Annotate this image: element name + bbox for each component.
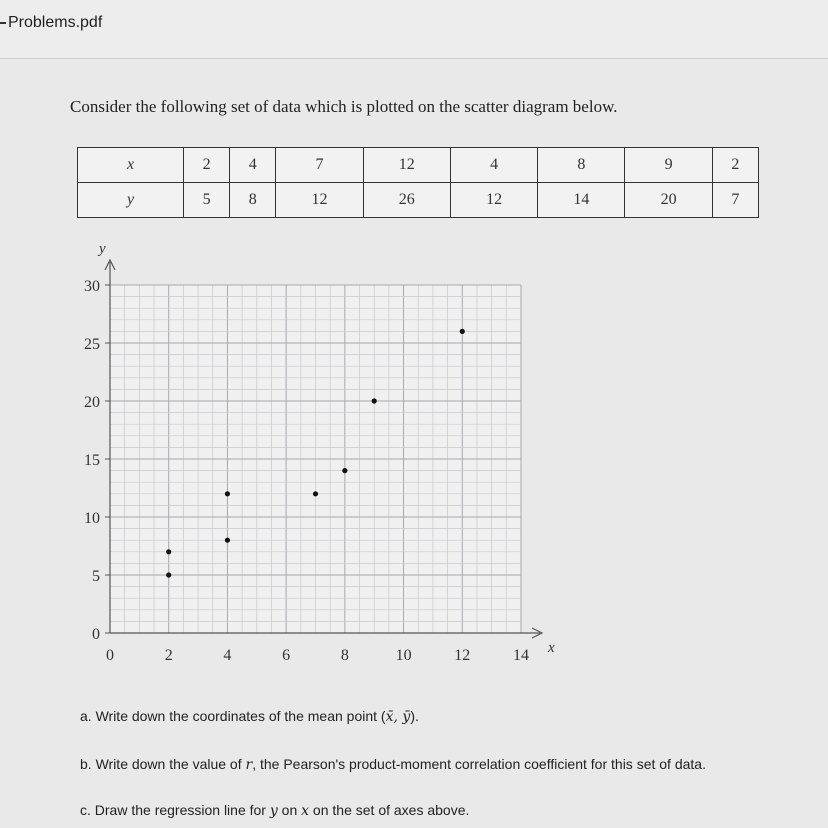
- question-c: c. Draw the regression line for y on x on the set of axes above.: [80, 802, 470, 819]
- x-cell: 12: [363, 148, 450, 183]
- y-cell: 7: [712, 183, 758, 218]
- data-point: [166, 549, 171, 554]
- x-cell: 2: [184, 148, 230, 183]
- y-cell: 8: [230, 183, 276, 218]
- data-point: [460, 329, 465, 334]
- mean-point-math: x̄, ȳ: [385, 709, 411, 725]
- r-math: r: [245, 757, 253, 773]
- y-axis-label: y: [99, 241, 106, 257]
- x-axis-label: x: [548, 640, 555, 656]
- y-tick-label: 20: [84, 394, 100, 411]
- document-title: Problems.pdf: [6, 14, 102, 32]
- question-a: a. Write down the coordinates of the mean point (x̄, ȳ).: [80, 708, 419, 725]
- data-point: [372, 398, 377, 403]
- y-tick-label: 5: [92, 568, 100, 585]
- y-tick-label: 0: [92, 626, 100, 643]
- data-point: [166, 572, 171, 577]
- x-tick-label: 6: [282, 647, 291, 664]
- x-cell: 4: [450, 148, 537, 183]
- x-math: x: [301, 803, 310, 819]
- x-tick-label: 4: [223, 647, 232, 664]
- y-cell: 5: [184, 183, 230, 218]
- y-tick-label: 25: [84, 336, 100, 353]
- x-cell: 7: [276, 148, 363, 183]
- problem-intro: Consider the following set of data which is plotted on the scatter diagram below.: [70, 97, 618, 116]
- data-point: [313, 491, 318, 496]
- question-b: b. Write down the value of r, the Pearson's product-moment correlation coefficient for this set of data.: [80, 756, 706, 773]
- x-row-label: x: [78, 148, 184, 183]
- y-row-label: y: [78, 183, 184, 218]
- x-cell: 9: [625, 148, 712, 183]
- y-cell: 14: [538, 183, 625, 218]
- x-cell: 2: [712, 148, 758, 183]
- y-cell: 26: [363, 183, 450, 218]
- x-tick-label: 14: [513, 647, 529, 664]
- x-tick-label: 2: [164, 647, 173, 664]
- x-tick-label: 10: [395, 647, 412, 664]
- y-tick-label: 15: [84, 452, 100, 469]
- data-point: [342, 468, 347, 473]
- x-tick-label: 12: [454, 647, 471, 664]
- x-cell: 8: [538, 148, 625, 183]
- y-cell: 12: [276, 183, 363, 218]
- y-cell: 20: [625, 183, 712, 218]
- y-tick-label: 10: [84, 510, 100, 527]
- x-tick-label: 8: [340, 647, 349, 664]
- x-cell: 4: [230, 148, 276, 183]
- y-tick-label: 30: [84, 278, 100, 295]
- data-point: [225, 538, 230, 543]
- y-math: y: [269, 803, 278, 819]
- y-cell: 12: [450, 183, 537, 218]
- x-tick-label: 0: [106, 647, 114, 664]
- data-point: [225, 491, 230, 496]
